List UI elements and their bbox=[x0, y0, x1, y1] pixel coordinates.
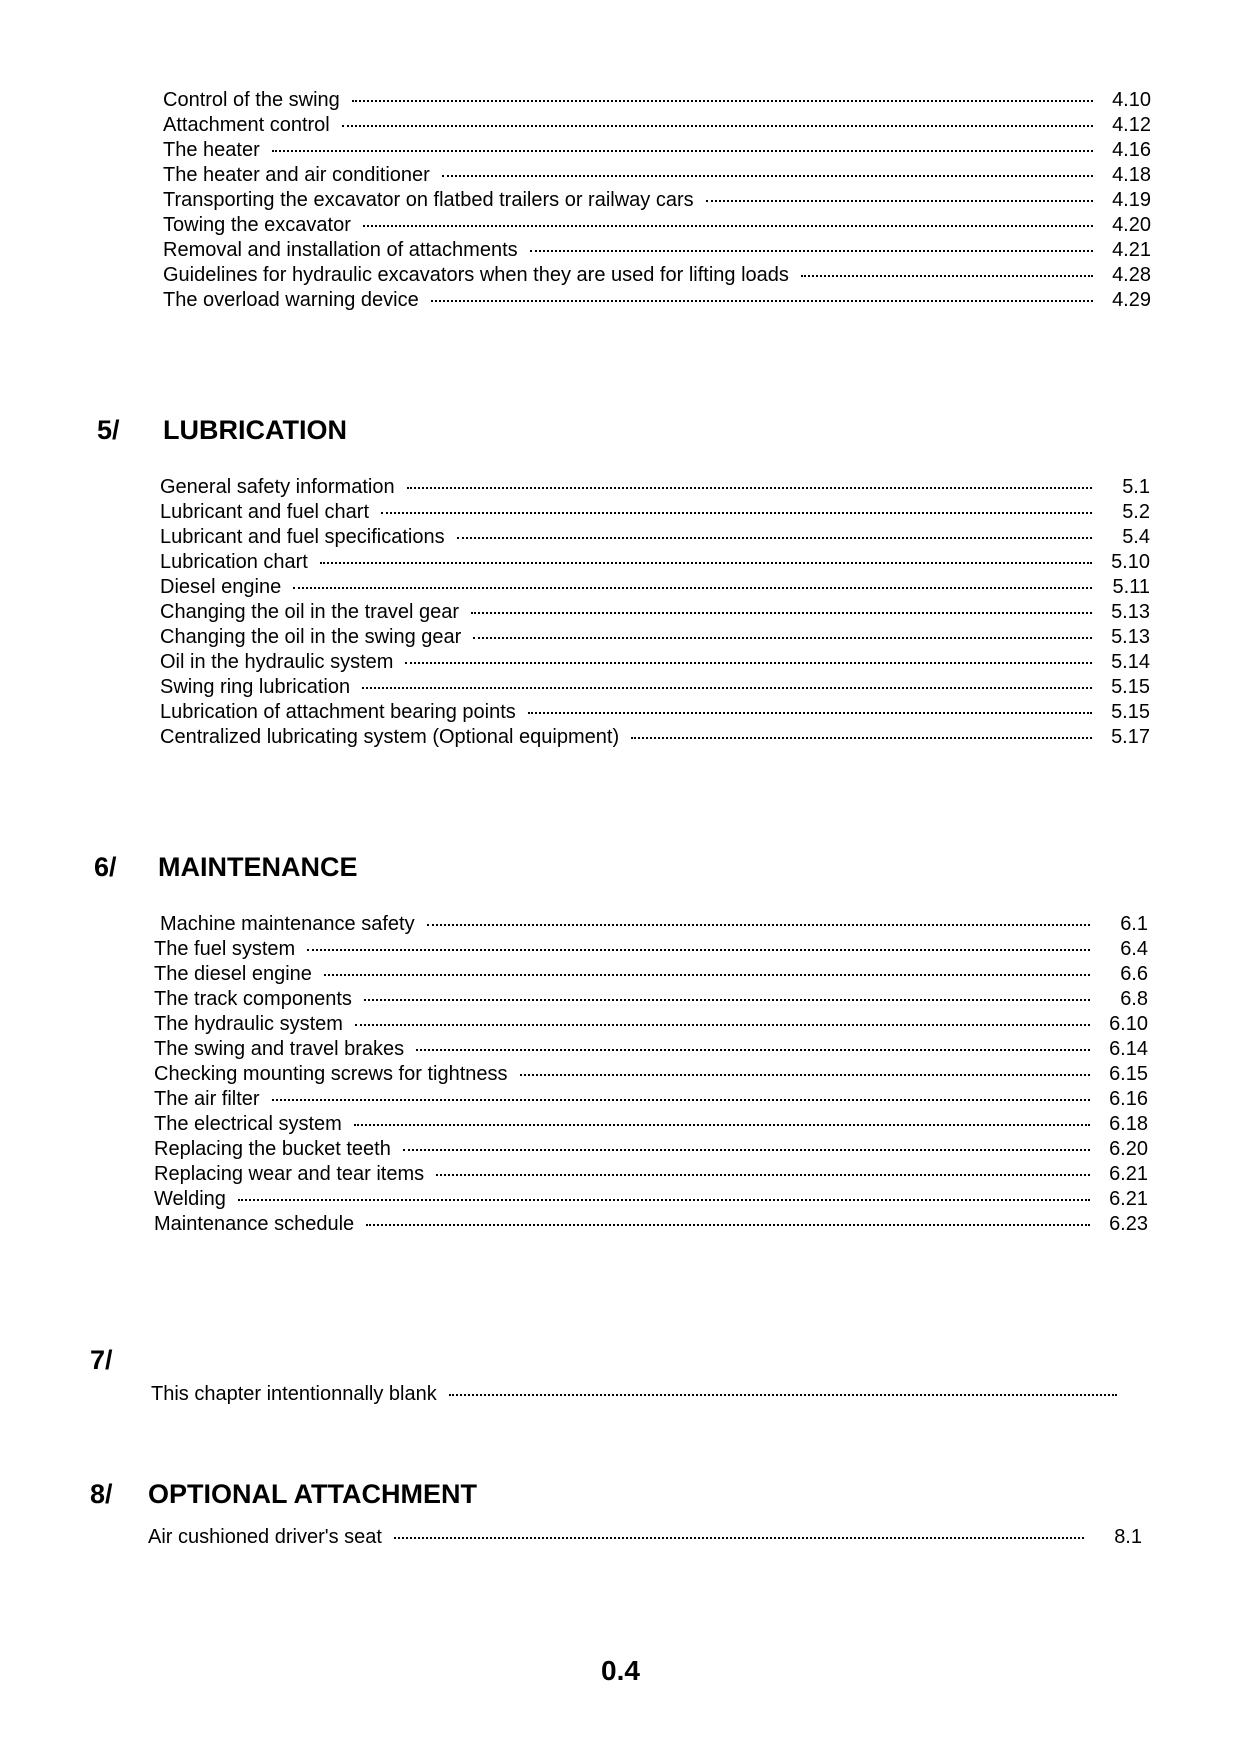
toc-entry-title: Lubricant and fuel specifications bbox=[160, 526, 445, 548]
toc-entry[interactable] bbox=[160, 600, 1150, 625]
toc-entry[interactable] bbox=[163, 88, 1151, 113]
toc-entry-title: The heater bbox=[163, 139, 260, 161]
toc-entry-page: 6.1 bbox=[1120, 913, 1148, 935]
dot-leader bbox=[362, 687, 1092, 689]
toc-entry-title: The swing and travel brakes bbox=[154, 1038, 405, 1060]
toc-entry[interactable] bbox=[154, 987, 1148, 1012]
toc-entry-title: The overload warning device bbox=[163, 289, 419, 311]
dot-leader bbox=[631, 737, 1092, 739]
toc-entry-page: 6.21 bbox=[1109, 1163, 1148, 1185]
toc-entry-title: Replacing wear and tear items bbox=[154, 1163, 425, 1185]
chapter-number: 5/ bbox=[97, 415, 120, 445]
toc-entry[interactable] bbox=[160, 725, 1150, 750]
toc-entry-title: Welding bbox=[154, 1188, 226, 1210]
dot-leader bbox=[528, 712, 1092, 714]
toc-entry[interactable] bbox=[160, 525, 1150, 550]
toc-entry-title: Lubricant and fuel chart bbox=[160, 501, 370, 523]
dot-leader bbox=[449, 1394, 1117, 1396]
dot-leader bbox=[471, 612, 1092, 614]
toc-entry-title: Oil in the hydraulic system bbox=[160, 651, 394, 673]
dot-leader bbox=[366, 1224, 1090, 1226]
toc-entry[interactable] bbox=[160, 550, 1150, 575]
chapter-title: LUBRICATION bbox=[163, 415, 347, 445]
toc-entry-title: The hydraulic system bbox=[154, 1013, 343, 1035]
toc-entry-title: Lubrication chart bbox=[160, 551, 308, 573]
chapter-heading-5 bbox=[97, 414, 347, 446]
dot-leader bbox=[354, 1124, 1090, 1126]
toc-entry-title: Lubrication of attachment bearing points bbox=[160, 701, 516, 723]
toc-entry[interactable] bbox=[154, 1062, 1148, 1087]
toc-entry[interactable] bbox=[154, 1112, 1148, 1137]
toc-entry[interactable] bbox=[154, 1087, 1148, 1112]
dot-leader bbox=[364, 999, 1090, 1001]
toc-entry-page: 5.15 bbox=[1111, 701, 1150, 723]
toc-entry-title: Centralized lubricating system (Optional equipment) bbox=[160, 726, 620, 748]
toc-entry[interactable] bbox=[160, 675, 1150, 700]
toc-entry-page: 5.10 bbox=[1111, 551, 1150, 573]
toc-entry-page: 4.19 bbox=[1112, 189, 1151, 211]
toc-entry-title: Diesel engine bbox=[160, 576, 282, 598]
dot-leader bbox=[238, 1199, 1090, 1201]
toc-entry-page: 5.13 bbox=[1111, 626, 1150, 648]
toc-entry[interactable] bbox=[160, 625, 1150, 650]
chapter-number: 7/ bbox=[90, 1345, 113, 1375]
dot-leader bbox=[355, 1024, 1090, 1026]
dot-leader bbox=[457, 537, 1092, 539]
toc-entry[interactable] bbox=[163, 113, 1151, 138]
toc-entry-page: 5.1 bbox=[1122, 476, 1150, 498]
toc-entry-page: 8.1 bbox=[1114, 1526, 1142, 1548]
toc-entry-page: 5.14 bbox=[1111, 651, 1150, 673]
toc-entry[interactable] bbox=[154, 1137, 1148, 1162]
toc-entry-title: The diesel engine bbox=[154, 963, 312, 985]
toc-entry-page: 6.20 bbox=[1109, 1138, 1148, 1160]
toc-entry-title: Machine maintenance safety bbox=[160, 913, 415, 935]
toc-entry[interactable] bbox=[154, 1212, 1148, 1237]
dot-leader bbox=[272, 1099, 1090, 1101]
toc-entry-page: 6.23 bbox=[1109, 1213, 1148, 1235]
dot-leader bbox=[416, 1049, 1090, 1051]
dot-leader bbox=[431, 300, 1093, 302]
toc-entry-page: 5.13 bbox=[1111, 601, 1150, 623]
toc-entry-title: Replacing the bucket teeth bbox=[154, 1138, 391, 1160]
chapter-title: MAINTENANCE bbox=[158, 852, 358, 882]
toc-entry-page: 5.4 bbox=[1122, 526, 1150, 548]
toc-entry-page: 5.2 bbox=[1122, 501, 1150, 523]
toc-list-chapter-8 bbox=[148, 1525, 1142, 1550]
toc-entry-title: Towing the excavator bbox=[163, 214, 351, 236]
toc-entry[interactable] bbox=[154, 937, 1148, 962]
toc-entry-page: 6.10 bbox=[1109, 1013, 1148, 1035]
dot-leader bbox=[272, 150, 1093, 152]
chapter-number: 8/ bbox=[90, 1479, 113, 1509]
toc-entry[interactable] bbox=[163, 238, 1151, 263]
dot-leader bbox=[342, 125, 1093, 127]
toc-list-section-4 bbox=[163, 88, 1151, 313]
toc-entry-title: Removal and installation of attachments bbox=[163, 239, 518, 261]
toc-entry-page: 4.20 bbox=[1112, 214, 1151, 236]
toc-list-chapter-7 bbox=[151, 1382, 1121, 1407]
dot-leader bbox=[473, 637, 1092, 639]
toc-entry-page: 6.6 bbox=[1120, 963, 1148, 985]
toc-entry-page: 6.18 bbox=[1109, 1113, 1148, 1135]
dot-leader bbox=[324, 974, 1090, 976]
dot-leader bbox=[801, 275, 1093, 277]
toc-entry[interactable] bbox=[163, 188, 1151, 213]
toc-entry-page: 6.14 bbox=[1109, 1038, 1148, 1060]
toc-entry-page: 5.15 bbox=[1111, 676, 1150, 698]
chapter-title: OPTIONAL ATTACHMENT bbox=[148, 1479, 477, 1509]
toc-entry-title: Guidelines for hydraulic excavators when they are used for lifting loads bbox=[163, 264, 789, 286]
toc-entry-title: Transporting the excavator on flatbed trailers or railway cars bbox=[163, 189, 694, 211]
toc-entry-title: The heater and air conditioner bbox=[163, 164, 430, 186]
toc-entry-page: 4.28 bbox=[1112, 264, 1151, 286]
toc-entry[interactable] bbox=[154, 912, 1148, 937]
dot-leader bbox=[381, 512, 1092, 514]
dot-leader bbox=[403, 1149, 1090, 1151]
toc-entry[interactable] bbox=[151, 1382, 1121, 1407]
toc-entry[interactable] bbox=[160, 475, 1150, 500]
toc-list-chapter-5 bbox=[160, 475, 1150, 750]
toc-entry[interactable] bbox=[163, 163, 1151, 188]
toc-entry-page: 5.11 bbox=[1112, 576, 1150, 598]
toc-list-chapter-6 bbox=[154, 912, 1148, 1237]
page-number: 0.4 bbox=[601, 1655, 640, 1686]
toc-entry[interactable] bbox=[160, 650, 1150, 675]
toc-entry-title: Swing ring lubrication bbox=[160, 676, 351, 698]
toc-entry-page: 6.8 bbox=[1120, 988, 1148, 1010]
toc-entry-page: 4.18 bbox=[1112, 164, 1151, 186]
dot-leader bbox=[530, 250, 1093, 252]
toc-entry-page: 5.17 bbox=[1111, 726, 1150, 748]
toc-entry-title: The air filter bbox=[154, 1088, 260, 1110]
toc-entry-page: 4.16 bbox=[1112, 139, 1151, 161]
chapter-heading-6 bbox=[94, 851, 358, 883]
toc-entry-title: The track components bbox=[154, 988, 352, 1010]
dot-leader bbox=[394, 1537, 1084, 1539]
toc-entry[interactable] bbox=[154, 962, 1148, 987]
toc-entry-title: Maintenance schedule bbox=[154, 1213, 355, 1235]
chapter-heading-8 bbox=[90, 1478, 477, 1510]
toc-entry[interactable] bbox=[154, 1012, 1148, 1037]
dot-leader bbox=[405, 662, 1092, 664]
toc-entry[interactable] bbox=[160, 575, 1150, 600]
toc-entry-page: 6.16 bbox=[1109, 1088, 1148, 1110]
toc-entry-title: Checking mounting screws for tightness bbox=[154, 1063, 508, 1085]
toc-entry-page: 4.21 bbox=[1112, 239, 1151, 261]
dot-leader bbox=[293, 587, 1092, 589]
dot-leader bbox=[352, 100, 1093, 102]
dot-leader bbox=[427, 924, 1090, 926]
toc-entry[interactable] bbox=[160, 700, 1150, 725]
toc-entry-title: Changing the oil in the travel gear bbox=[160, 601, 460, 623]
toc-entry[interactable] bbox=[163, 263, 1151, 288]
toc-entry-page: 6.21 bbox=[1109, 1188, 1148, 1210]
toc-entry-title: The fuel system bbox=[154, 938, 296, 960]
toc-entry[interactable] bbox=[154, 1162, 1148, 1187]
toc-entry[interactable] bbox=[163, 288, 1151, 313]
toc-entry-title: Attachment control bbox=[163, 114, 330, 136]
toc-entry[interactable] bbox=[163, 138, 1151, 163]
toc-entry[interactable] bbox=[160, 500, 1150, 525]
toc-entry-title: This chapter intentionnally blank bbox=[151, 1383, 437, 1405]
dot-leader bbox=[407, 487, 1092, 489]
toc-entry-page: 4.29 bbox=[1112, 289, 1151, 311]
dot-leader bbox=[442, 175, 1093, 177]
toc-entry-title: Control of the swing bbox=[163, 89, 340, 111]
dot-leader bbox=[436, 1174, 1090, 1176]
dot-leader bbox=[520, 1074, 1091, 1076]
dot-leader bbox=[706, 200, 1093, 202]
toc-entry-page: 4.12 bbox=[1112, 114, 1151, 136]
dot-leader bbox=[363, 225, 1093, 227]
dot-leader bbox=[320, 562, 1092, 564]
toc-entry[interactable] bbox=[163, 213, 1151, 238]
toc-entry-title: Air cushioned driver's seat bbox=[148, 1526, 382, 1548]
toc-entry-title: General safety information bbox=[160, 476, 395, 498]
dot-leader bbox=[307, 949, 1090, 951]
toc-entry-page: 4.10 bbox=[1112, 89, 1151, 111]
chapter-number: 6/ bbox=[94, 852, 117, 882]
toc-entry[interactable] bbox=[154, 1187, 1148, 1212]
toc-entry-title: Changing the oil in the swing gear bbox=[160, 626, 462, 648]
chapter-heading-7 bbox=[90, 1344, 113, 1376]
toc-entry[interactable] bbox=[154, 1037, 1148, 1062]
toc-entry[interactable] bbox=[148, 1525, 1142, 1550]
toc-entry-page: 6.15 bbox=[1109, 1063, 1148, 1085]
toc-entry-page: 6.4 bbox=[1120, 938, 1148, 960]
toc-entry-title: The electrical system bbox=[154, 1113, 342, 1135]
